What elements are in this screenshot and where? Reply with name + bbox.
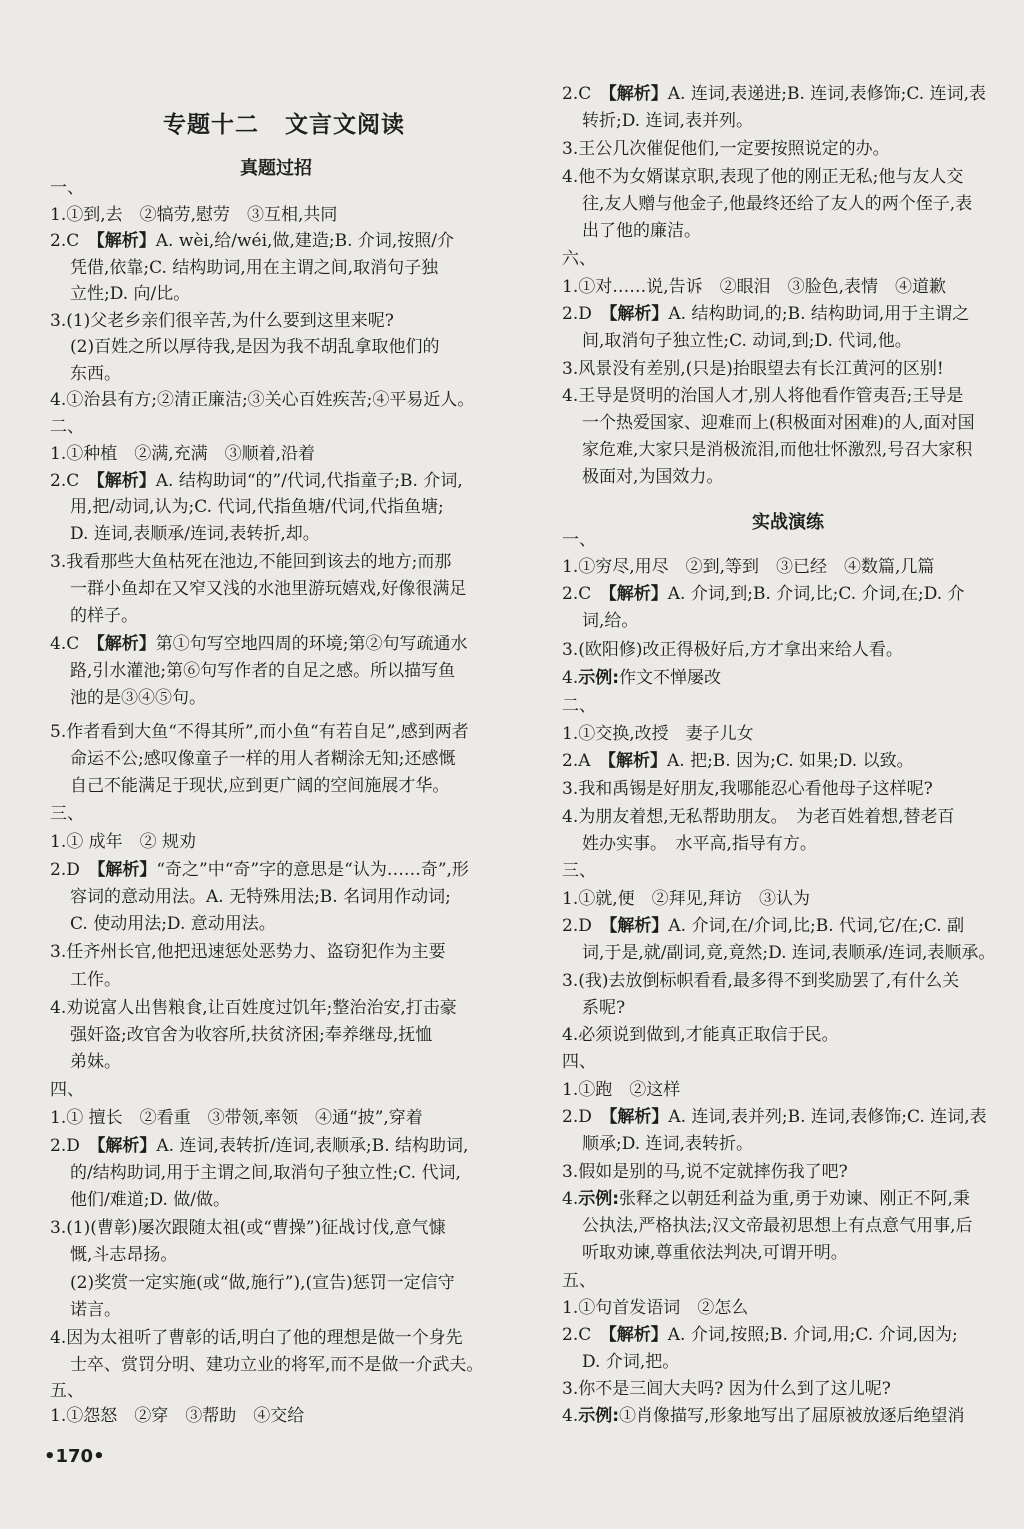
answer-line — [562, 582, 965, 606]
answer-line: 3.假如是别的马,说不定就摔伤我了吧? — [562, 1162, 848, 1182]
answer-line: 二、 — [50, 417, 84, 437]
answer-number: 4. — [562, 668, 579, 688]
analysis-tag: 【解析】 — [96, 471, 156, 491]
answer-text: A. 连词,表转折/连词,表顺承;B. 结构助词, — [156, 1136, 469, 1156]
answer-line: 的样子。 — [70, 606, 138, 626]
answer-line: 工作。 — [70, 970, 121, 990]
answer-line: 4.王导是贤明的治国人才,别人将他看作管夷吾;王导是 — [562, 386, 964, 406]
answer-number: 2.C — [50, 231, 97, 251]
answer-line: 他们/难道;D. 做/做。 — [70, 1190, 231, 1210]
answer-line: 东西。 — [70, 364, 121, 384]
chapter-title-number: 专题十二 — [163, 112, 259, 138]
answer-line: 一个热爱国家、迎难而上(积极面对困难)的人,面对国 — [582, 413, 975, 433]
answer-line — [562, 1323, 958, 1347]
analysis-tag: 【解析】 — [608, 84, 668, 104]
answer-line — [562, 1404, 964, 1428]
answer-line: 1.①跑 ②这样 — [562, 1080, 681, 1100]
example-tag: 示例: — [578, 668, 620, 688]
answer-line — [562, 82, 986, 106]
analysis-tag: 【解析】 — [608, 916, 669, 936]
answer-line: 4.他不为女婿谋京职,表现了他的刚正无私;他与友人交 — [562, 167, 964, 187]
analysis-tag: 【解析】 — [608, 584, 668, 604]
answer-line: 词,于是,就/副词,竟,竟然;D. 连词,表顺承/连词,表顺承。 — [582, 943, 996, 963]
answer-line: 1.①怨怒 ②穿 ③帮助 ④交给 — [50, 1406, 305, 1426]
answer-line — [50, 858, 469, 882]
answer-line: 路,引水灌池;第⑥句写作者的自足之感。所以描写鱼 — [70, 661, 456, 681]
answer-number: 2.D — [50, 860, 97, 880]
answer-line — [50, 469, 463, 493]
answer-text: 张释之以朝廷利益为重,勇于劝谏、刚正不阿,秉 — [619, 1189, 970, 1209]
answer-line: 诺言。 — [70, 1300, 121, 1320]
analysis-tag: 【解析】 — [96, 1136, 157, 1156]
answer-text: A. 连词,表递进;B. 连词,表修饰;C. 连词,表 — [667, 84, 986, 104]
answer-line: 3.风景没有差别,(只是)抬眼望去有长江黄河的区别! — [562, 359, 944, 379]
answer-line: 往,友人赠与他金子,他最终还给了友人的两个侄子,表 — [582, 194, 973, 214]
answer-number: 4.C — [50, 634, 97, 654]
answer-text: A. 介词,按照;B. 介词,用;C. 介词,因为; — [667, 1325, 958, 1345]
answer-line: 凭借,依靠;C. 结构助词,用在主谓之间,取消句子独 — [70, 258, 439, 278]
answer-line: 3.我看那些大鱼枯死在池边,不能回到该去的地方;而那 — [50, 552, 452, 572]
answer-line: 三、 — [50, 804, 84, 824]
answer-text: A. 介词,在/介词,比;B. 代词,它/在;C. 副 — [668, 916, 965, 936]
answer-line — [562, 302, 969, 326]
analysis-tag: 【解析】 — [608, 304, 669, 324]
answer-number: 2.D — [562, 304, 609, 324]
answer-line: 家危难,大家只是消极流泪,而他壮怀激烈,号召大家积 — [582, 440, 973, 460]
answer-line: 4.为朋友着想,无私帮助朋友。 为老百姓着想,替老百 — [562, 807, 955, 827]
answer-line: 1.①交换,改授 妻子儿女 — [562, 724, 754, 744]
answer-line: 3.我和禹锡是好朋友,我哪能忍心看他母子这样呢? — [562, 779, 933, 799]
answer-line: 听取劝谏,尊重依法判决,可谓开明。 — [582, 1243, 848, 1263]
section-heading-shizhan: 实战演练 — [752, 512, 824, 533]
answer-line: 4.必须说到做到,才能真正取信于民。 — [562, 1025, 839, 1045]
answer-number: 2.D — [562, 1107, 609, 1127]
answer-line: 二、 — [562, 696, 596, 716]
answer-line — [50, 1134, 468, 1158]
answer-line: 顺承;D. 连词,表转折。 — [582, 1134, 753, 1154]
answer-line: 一群小鱼却在又窄又浅的水池里游玩嬉戏,好像很满足 — [70, 579, 467, 599]
answer-line: 士卒、赏罚分明、建功立业的将军,而不是做一介武夫。 — [70, 1355, 484, 1375]
answer-line: 3.(欧阳修)改正得极好后,方才拿出来给人看。 — [562, 640, 903, 660]
answer-line — [50, 632, 467, 656]
answer-line: 4.劝说富人出售粮食,让百姓度过饥年;整治治安,打击豪 — [50, 998, 457, 1018]
answer-line: (2)百姓之所以厚待我,是因为我不胡乱拿取他们的 — [70, 337, 440, 357]
answer-line: 系呢? — [582, 998, 626, 1018]
answer-line: 出了他的廉洁。 — [582, 221, 701, 241]
answer-line: 六、 — [562, 249, 596, 269]
answer-line — [562, 1105, 987, 1129]
analysis-tag: 【解析】 — [607, 751, 667, 771]
answer-number: 4. — [562, 1406, 579, 1426]
answer-line: 4.①治县有方;②清正廉洁;③关心百姓疾苦;④平易近人。 — [50, 390, 475, 410]
answer-line: 3.任齐州长官,他把迅速惩处恶势力、盗窃犯作为主要 — [50, 942, 446, 962]
answer-line: 转折;D. 连词,表并列。 — [582, 111, 753, 131]
answer-line: 5.作者看到大鱼“不得其所”,而小鱼“有若自足”,感到两者 — [50, 722, 469, 742]
answer-line: 1.①种植 ②满,充满 ③顺着,沿着 — [50, 444, 316, 464]
answer-line — [562, 1187, 970, 1211]
answer-text: A. 连词,表并列;B. 连词,表修饰;C. 连词,表 — [668, 1107, 987, 1127]
answer-line — [562, 666, 721, 690]
answer-line — [562, 914, 964, 938]
answer-line: 3.(1)父老乡亲们很辛苦,为什么要到这里来呢? — [50, 311, 394, 331]
answer-number: 2.C — [562, 84, 609, 104]
answer-line: D. 介词,把。 — [582, 1352, 680, 1372]
answer-text: ①肖像描写,形象地写出了屈原被放逐后绝望消 — [619, 1406, 965, 1426]
answer-line: 用,把/动词,认为;C. 代词,代指鱼塘/代词,代指鱼塘; — [70, 497, 444, 517]
answer-line: 一、 — [562, 530, 596, 550]
section-heading-zhenti: 真题过招 — [240, 158, 312, 179]
analysis-tag: 【解析】 — [608, 1325, 668, 1345]
analysis-tag: 【解析】 — [96, 860, 157, 880]
answer-line: 四、 — [50, 1080, 84, 1100]
answer-line: 3.王公几次催促他们,一定要按照说定的办。 — [562, 139, 890, 159]
answer-line: 1.①到,去 ②犒劳,慰劳 ③互相,共同 — [50, 205, 338, 225]
answer-number: 2.D — [50, 1136, 97, 1156]
example-tag: 示例: — [578, 1406, 620, 1426]
answer-line: 五、 — [50, 1381, 84, 1401]
answer-line: D. 连词,表顺承/连词,表转折,却。 — [70, 524, 320, 544]
answer-line: 池的是③④⑤句。 — [70, 688, 206, 708]
answer-line: 三、 — [562, 861, 596, 881]
page-number: •170• — [44, 1446, 105, 1467]
answer-text: 第①句写空地四周的环境;第②句写疏通水 — [155, 634, 468, 654]
answer-line: 1.① 擅长 ②看重 ③带领,率领 ④通“披”,穿着 — [50, 1108, 423, 1128]
answer-line: 间,取消句子独立性;C. 动词,到;D. 代词,他。 — [582, 331, 912, 351]
chapter-title — [163, 106, 405, 139]
answer-line: (2)奖赏一定实施(或“做,施行”),(宣告)惩罚一定信守 — [70, 1273, 455, 1293]
answer-text: A. 结构助词,的;B. 结构助词,用于主谓之 — [668, 304, 970, 324]
answer-line: 自己不能满足于现状,应到更广阔的空间施展才华。 — [70, 776, 450, 796]
answer-line: 3.(1)(曹彰)屡次跟随太祖(或“曹操”)征战讨伐,意气慷 — [50, 1218, 446, 1238]
answer-line: 姓办实事。 水平高,指导有方。 — [582, 834, 817, 854]
answer-text: A. 结构助词“的”/代词,代指童子;B. 介词, — [155, 471, 463, 491]
answer-number: 2.C — [562, 584, 609, 604]
answer-text: “奇之”中“奇”字的意思是“认为……奇”,形 — [156, 860, 469, 880]
example-tag: 示例: — [578, 1189, 620, 1209]
answer-line: 1.①就,便 ②拜见,拜访 ③认为 — [562, 889, 811, 909]
answer-line: 公执法,严格执法;汉文帝最初思想上有点意气用事,后 — [582, 1216, 973, 1236]
answer-line: 慨,斗志昂扬。 — [70, 1245, 178, 1265]
answer-line: 的/结构助词,用于主谓之间,取消句子独立性;C. 代词, — [70, 1163, 461, 1183]
answer-line: 弟妹。 — [70, 1052, 121, 1072]
answer-number: 2.D — [562, 916, 609, 936]
analysis-tag: 【解析】 — [96, 231, 156, 251]
chapter-title-text: 文言文阅读 — [285, 112, 405, 138]
answer-line: 一、 — [50, 178, 84, 198]
answer-line: 强奸盗;改官舍为收容所,扶贫济困;奉养继母,抚恤 — [70, 1025, 433, 1045]
answer-text: A. wèi,给/wéi,做,建造;B. 介词,按照/介 — [155, 231, 455, 251]
answer-number: 2.C — [562, 1325, 609, 1345]
answer-line: 五、 — [562, 1271, 596, 1291]
answer-line — [562, 749, 914, 773]
answer-line: 3.(我)去放倒标帜看看,最多得不到奖励罢了,有什么关 — [562, 971, 960, 991]
answer-line — [50, 229, 454, 253]
answer-line: 4.因为太祖听了曹彰的话,明白了他的理想是做一个身先 — [50, 1328, 463, 1348]
answer-line: 1.①对……说,告诉 ②眼泪 ③脸色,表情 ④道歉 — [562, 277, 947, 297]
answer-line: 立性;D. 向/比。 — [70, 284, 191, 304]
answer-line: 3.你不是三闾大夫吗? 因为什么到了这儿呢? — [562, 1379, 891, 1399]
answer-text: A. 介词,到;B. 介词,比;C. 介词,在;D. 介 — [667, 584, 965, 604]
answer-line: 命运不公;感叹像童子一样的用人者糊涂无知;还感慨 — [70, 749, 456, 769]
answer-text: A. 把;B. 因为;C. 如果;D. 以致。 — [667, 751, 914, 771]
answer-line: C. 使动用法;D. 意动用法。 — [70, 914, 276, 934]
answer-line: 容词的意动用法。A. 无特殊用法;B. 名词用作动词; — [70, 887, 451, 907]
answer-number: 2.C — [50, 471, 97, 491]
answer-line: 词,给。 — [582, 611, 639, 631]
answer-line: 四、 — [562, 1052, 596, 1072]
analysis-tag: 【解析】 — [96, 634, 156, 654]
answer-line: 1.①句首发语词 ②怎么 — [562, 1298, 749, 1318]
answer-number: 4. — [562, 1189, 579, 1209]
answer-line: 1.① 成年 ② 规劝 — [50, 832, 197, 852]
answer-number: 2.A — [562, 751, 608, 771]
answer-line: 1.①穷尽,用尽 ②到,等到 ③已经 ④数篇,几篇 — [562, 557, 935, 577]
answer-text: 作文不惮屡改 — [619, 668, 722, 688]
analysis-tag: 【解析】 — [608, 1107, 669, 1127]
answer-line: 极面对,为国效力。 — [582, 467, 724, 487]
